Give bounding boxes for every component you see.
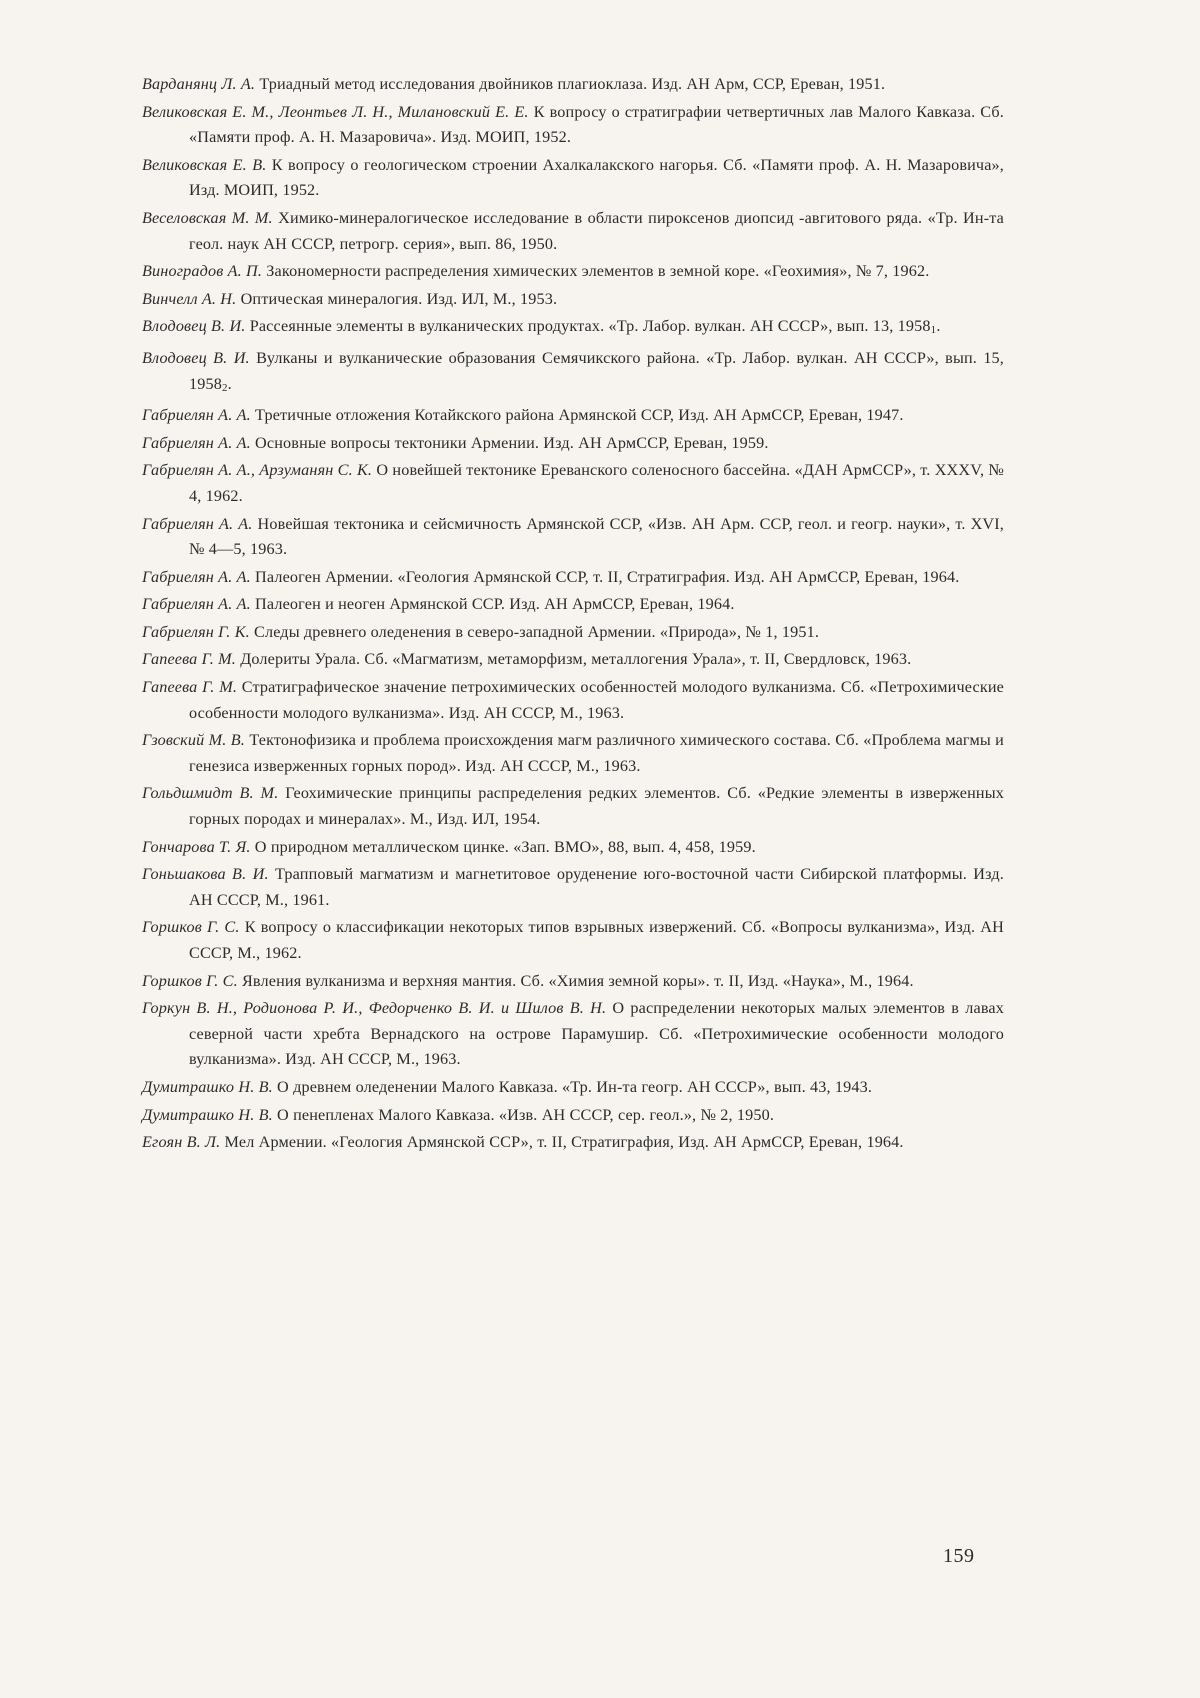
reference-text: Триадный метод исследования двойников плагиоклаза. Изд. АН Арм, ССР, Ереван, 1951. — [259, 75, 886, 93]
reference-entry — [142, 1075, 1004, 1101]
reference-entry — [142, 206, 1004, 257]
reference-author: Великовская Е. М., Леонтьев Л. Н., Милановский Е. Е. — [142, 102, 529, 121]
reference-author: Варданянц Л. А. — [142, 75, 256, 93]
reference-text: Палеоген Армении. «Геология Армянской ССР, т. II, Стратиграфия. Изд. АН АрмССР, Ереван, 1964. — [255, 567, 960, 586]
bibliography-list — [142, 72, 1004, 1158]
reference-author: Габриелян А. А. — [142, 595, 251, 614]
reference-author: Виноградов А. П. — [142, 262, 263, 281]
reference-entry — [142, 647, 1004, 673]
reference-text: Мел Армении. «Геология Армянской ССР», т. II, Стратиграфия, Изд. АН АрмССР, Ереван, 1964. — [224, 1133, 904, 1152]
reference-entry — [142, 1130, 1004, 1156]
reference-author: Гапеева Г. М. — [142, 650, 236, 669]
reference-text: Третичные отложения Котайкского района Армянской ССР, Изд. АН АрмССР, Ереван, 1947. — [255, 406, 904, 425]
reference-author: Гапеева Г. М. — [142, 678, 238, 697]
reference-text: О древнем оледенении Малого Кавказа. «Тр. Ин-та геогр. АН СССР», вып. 43, 1943. — [277, 1077, 873, 1096]
reference-text: Тектонофизика и проблема происхождения магм различного химического состава. Сб. «Проблема магмы и генезиса изверженных горных пород». Изд. АН СССР, М., 1963. — [189, 731, 1005, 775]
reference-entry — [142, 915, 1004, 966]
reference-entry — [142, 620, 1004, 646]
reference-entry — [142, 512, 1004, 563]
reference-text: Химико-минералогическое исследование в области пироксенов диопсид -авгитового ряда. «Тр. Ин-та геол. наук АН СССР, петрогр. серия», вып. 86, 1950. — [189, 208, 1004, 253]
reference-entry — [142, 969, 1004, 995]
reference-text: Палеоген и неоген Армянской ССР. Изд. АН АрмССР, Ереван, 1964. — [255, 595, 735, 614]
reference-author: Веселовская М. М. — [142, 208, 273, 227]
reference-text: Явления вулканизма и верхняя мантия. Сб. «Химия земной коры». т. II, Изд. «Наука», М., 1964. — [241, 971, 914, 990]
reference-entry — [142, 592, 1004, 618]
reference-author: Горшков Г. С. — [142, 971, 238, 990]
reference-text: Новейшая тектоника и сейсмичность Армянской ССР, «Изв. АН Арм. ССР, геол. и геогр. науки», т. XVI, № 4—5, 1963. — [189, 514, 1004, 559]
reference-text: Основные вопросы тектоники Армении. Изд. АН АрмССР, Ереван, 1959. — [255, 433, 769, 452]
reference-author: Гончарова Т. Я. — [142, 837, 251, 856]
reference-entry — [142, 259, 1004, 285]
reference-text: Геохимические принципы распределения редких элементов. Сб. «Редкие элементы в изверженных горных породах и минералах». М., Изд. ИЛ, 1954. — [189, 784, 1005, 829]
edition-subscript: 1 — [930, 324, 937, 337]
reference-entry — [142, 431, 1004, 457]
reference-entry — [142, 403, 1004, 429]
reference-author: Влодовец В. И. — [142, 348, 250, 367]
reference-author: Думитрашко Н. В. — [142, 1105, 273, 1124]
reference-entry — [142, 314, 1004, 344]
reference-text: Закономерности распределения химических элементов в земной коре. «Геохимия», № 7, 1962. — [266, 262, 930, 281]
reference-author: Влодовец В. И. — [142, 317, 246, 336]
reference-text: К вопросу о классификации некоторых типов взрывных извержений. Сб. «Вопросы вулканизма», Изд. АН СССР, М., 1962. — [189, 918, 1004, 962]
reference-entry — [142, 862, 1004, 913]
reference-author: Гоньшакова В. И. — [142, 865, 269, 884]
reference-text: Оптическая минералогия. Изд. ИЛ, М., 1953. — [240, 289, 558, 308]
reference-entry — [142, 72, 1004, 98]
reference-author: Габриелян А. А. — [142, 514, 253, 533]
reference-author: Габриелян А. А., Арзуманян С. К. — [142, 461, 373, 480]
reference-author: Егоян В. Л. — [142, 1133, 221, 1152]
page-number: 159 — [943, 1545, 975, 1567]
reference-text: Рассеянные элементы в вулканических продуктах. «Тр. Лабор. вулкан. АН СССР», вып. 13, 1958 — [249, 317, 931, 336]
reference-author: Габриелян А. А. — [142, 406, 251, 425]
reference-text: Вулканы и вулканические образования Семячикского района. «Тр. Лабор. вулкан. АН СССР», вып. 15, 1958 — [189, 348, 1004, 393]
reference-entry — [142, 565, 1004, 591]
reference-entry — [142, 287, 1004, 313]
reference-entry — [142, 1103, 1004, 1129]
reference-text: Следы древнего оледенения в северо-западной Армении. «Природа», № 1, 1951. — [254, 622, 820, 641]
reference-entry — [142, 100, 1004, 151]
reference-author: Думитрашко Н. В. — [142, 1077, 273, 1096]
reference-author: Гзовский М. В. — [142, 731, 246, 750]
reference-entry — [142, 728, 1004, 779]
edition-subscript: 2 — [221, 381, 228, 394]
reference-text: К вопросу о геологическом строении Ахалкалакского нагорья. Сб. «Памяти проф. А. Н. Мазаровича», Изд. МОИП, 1952. — [189, 155, 1004, 200]
reference-text: О природном металлическом цинке. «Зап. ВМО», 88, вып. 4, 458, 1959. — [254, 837, 756, 856]
reference-tail: . — [227, 374, 232, 393]
reference-author: Горкун В. Н., Родионова Р. И., Федорченко В. И. и Шилов В. Н. — [142, 999, 607, 1018]
reference-entry — [142, 458, 1004, 509]
reference-entry — [142, 781, 1004, 832]
reference-author: Великовская Е. В. — [142, 155, 267, 174]
reference-author: Гольдшмидт В. М. — [142, 784, 279, 803]
reference-text: О пенепленах Малого Кавказа. «Изв. АН СССР, сер. геол.», № 2, 1950. — [277, 1105, 775, 1124]
reference-entry — [142, 346, 1004, 401]
reference-text: Стратиграфическое значение петрохимических особенностей молодого вулканизма. Сб. «Петрохимические особенности молодого вулканизма». Изд. АН СССР, М., 1963. — [189, 678, 1004, 722]
reference-tail: . — [936, 317, 941, 336]
reference-author: Габриелян А. А. — [142, 567, 251, 586]
reference-text: К вопросу о стратиграфии четвертичных лав Малого Кавказа. Сб. «Памяти проф. А. Н. Мазаровича». Изд. МОИП, 1952. — [189, 102, 1004, 147]
reference-text: О распределении некоторых малых элементов в лавах северной части хребта Вернадского на острове Парамушир. Сб. «Петрохимические особенности молодого вулканизма». Изд. АН СССР, М., 1963. — [189, 999, 1004, 1069]
reference-text: О новейшей тектонике Ереванского соленосного бассейна. «ДАН АрмССР», т. XXXV, № 4, 1962. — [189, 461, 1004, 505]
reference-author: Габриелян А. А. — [142, 433, 251, 452]
reference-author: Габриелян Г. К. — [142, 622, 250, 641]
reference-author: Винчелл А. Н. — [142, 289, 237, 308]
reference-entry — [142, 996, 1004, 1073]
reference-entry — [142, 153, 1004, 204]
reference-text: Долериты Урала. Сб. «Магматизм, метаморфизм, металлогения Урала», т. II, Свердловск, 1963. — [240, 650, 912, 669]
reference-text: Трапповый магматизм и магнетитовое оруденение юго-восточной части Сибирской платформы. Изд. АН СССР, М., 1961. — [189, 865, 1004, 909]
reference-entry — [142, 675, 1004, 726]
reference-entry — [142, 835, 1004, 861]
reference-author: Горшков Г. С. — [142, 918, 240, 937]
